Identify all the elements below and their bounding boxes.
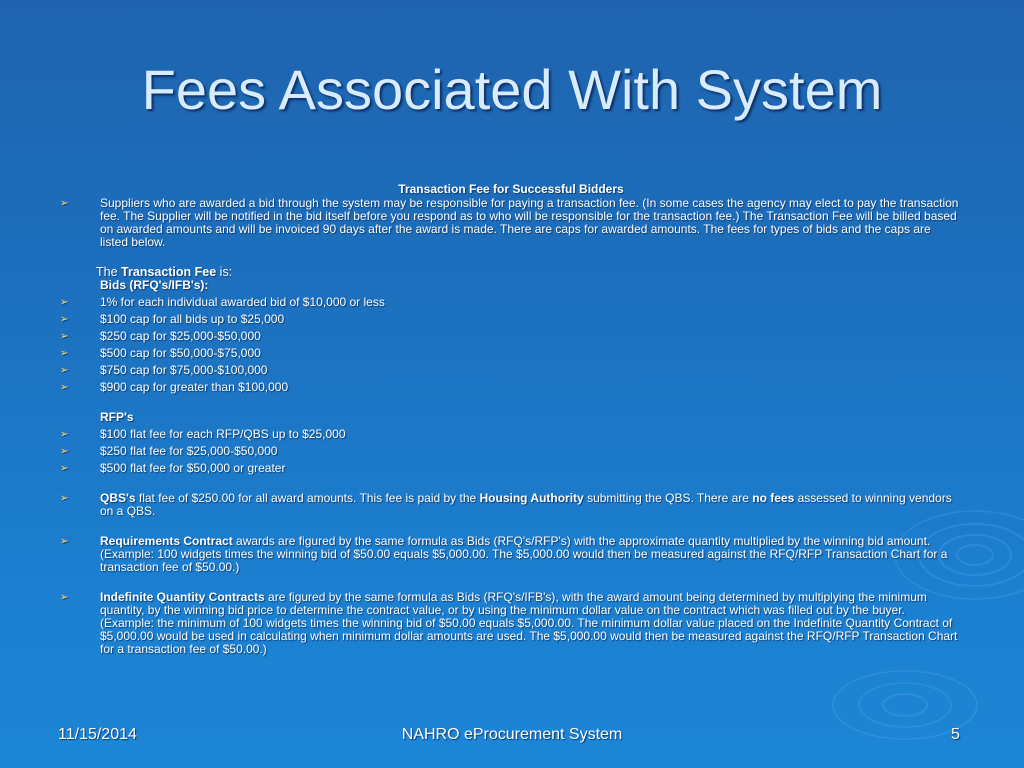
- bid-fee-item: $100 cap for all bids up to $25,000: [100, 312, 285, 326]
- list-item: [60, 535, 962, 574]
- requirements-label: Requirements Contract: [100, 534, 233, 548]
- bid-fee-item: $500 cap for $50,000-$75,000: [100, 346, 261, 360]
- list-item: [60, 347, 962, 360]
- list-item: [60, 462, 962, 475]
- bid-fee-item: $900 cap for greater than $100,000: [100, 380, 289, 394]
- list-item: [60, 296, 962, 309]
- bid-fee-item: $750 cap for $75,000-$100,000: [100, 363, 268, 377]
- rfp-fee-item: $100 flat fee for each RFP/QBS up to $25,000: [100, 427, 346, 441]
- intro-text: Suppliers who are awarded a bid through the system may be responsible for paying a transaction fee. (In some cases the agency may elect to pay the transaction fee. The Supplier will be notified in the bid itself before you respond as to who will be responsible for the transaction fee.) The Transaction Fee will be billed based on awarded amounts and will be invoiced 90 days after the award is made. There are caps for awarded amounts. The fees for types of bids and the caps are listed below.: [100, 196, 959, 249]
- arrow-bullet-icon: ➢: [60, 331, 69, 342]
- list-item: [60, 197, 962, 249]
- arrow-bullet-icon: ➢: [60, 463, 69, 474]
- list-item: [60, 313, 962, 326]
- arrow-bullet-icon: ➢: [60, 365, 69, 376]
- arrow-bullet-icon: ➢: [60, 382, 69, 393]
- arrow-bullet-icon: ➢: [60, 592, 69, 603]
- list-item: [60, 445, 962, 458]
- housing-authority-label: Housing Authority: [479, 491, 584, 505]
- arrow-bullet-icon: ➢: [60, 429, 69, 440]
- arrow-bullet-icon: ➢: [60, 198, 69, 209]
- list-item: [60, 492, 962, 518]
- list-item: [60, 591, 962, 656]
- slide-content: [60, 183, 962, 660]
- arrow-bullet-icon: ➢: [60, 536, 69, 547]
- arrow-bullet-icon: ➢: [60, 297, 69, 308]
- no-fees-label: no fees: [752, 491, 795, 505]
- list-item: [60, 330, 962, 343]
- arrow-bullet-icon: ➢: [60, 493, 69, 504]
- list-item: [60, 364, 962, 377]
- qbs-label: QBS's: [100, 491, 136, 505]
- indefinite-label: Indefinite Quantity Contracts: [100, 590, 265, 604]
- rfp-fee-item: $250 flat fee for $25,000-$50,000: [100, 444, 278, 458]
- rfp-fee-item: $500 flat fee for $50,000 or greater: [100, 461, 286, 475]
- list-item: [60, 381, 962, 394]
- bids-heading: Bids (RFQ's/IFB's):: [100, 278, 209, 292]
- bid-fee-item: 1% for each individual awarded bid of $10,000 or less: [100, 295, 385, 309]
- requirements-paragraph: Requirements Contract awards are figured by the same formula as Bids (RFQ's/RFP's) with the approximate quantity multiplied by the winning bid amount. (Example: 100 widgets times the winning bid of $50.00 equals $5,000.00. The $5,000.00 would then be measured against the RFQ/RFP Transaction Chart for a transaction fee of $50.00.): [100, 534, 948, 574]
- arrow-bullet-icon: ➢: [60, 446, 69, 457]
- slide-title: Fees Associated With System: [141, 58, 883, 121]
- rfps-heading: RFP's: [100, 410, 134, 424]
- indefinite-paragraph: Indefinite Quantity Contracts are figured by the same formula as Bids (RFQ's/IFB's), with the award amount being determined by multiplying the minimum quantity, by the winning bid price to determine the contract value, or by using the minimum dollar value on the contract which was filled out by the buyer. (Example: the minimum of 100 widgets times the winning bid of $50.00 equals $5,000.00. The minimum dollar value placed on the Indefinite Quantity Contract of $5,000.00 would be used in calculating when minimum dollar amounts are used. The $5,000.00 would then be measured against the RFQ/RFP Transaction Chart for a transaction fee of $50.00.): [100, 590, 958, 656]
- qbs-paragraph: QBS's flat fee of $250.00 for all award amounts. This fee is paid by the Housing Authority submitting the QBS. There are no fees assessed to winning vendors on a QBS.: [100, 491, 952, 518]
- page-number: 5: [951, 726, 960, 743]
- transaction-fee-line: The Transaction Fee is:: [96, 265, 233, 279]
- section-heading: Transaction Fee for Successful Bidders: [398, 182, 624, 196]
- transaction-fee-label: Transaction Fee: [121, 265, 217, 279]
- footer-title: NAHRO eProcurement System: [401, 726, 623, 743]
- bid-fee-item: $250 cap for $25,000-$50,000: [100, 329, 261, 343]
- arrow-bullet-icon: ➢: [60, 314, 69, 325]
- arrow-bullet-icon: ➢: [60, 348, 69, 359]
- list-item: [60, 428, 962, 441]
- footer-date: 11/15/2014: [58, 726, 137, 743]
